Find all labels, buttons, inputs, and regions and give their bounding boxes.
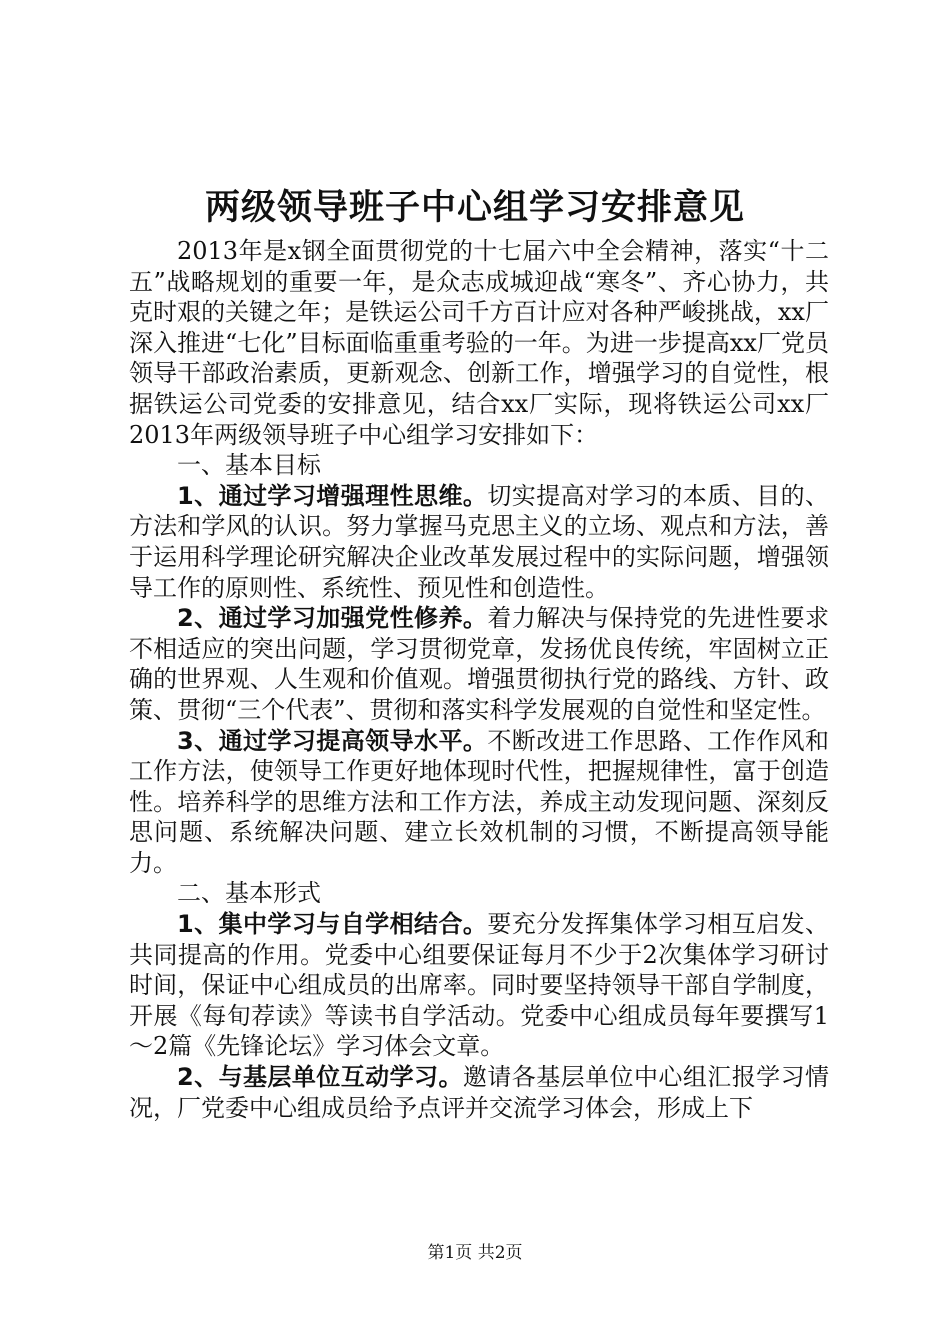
- section-heading-forms: 二、基本形式: [177, 879, 321, 908]
- form-item-1-text: 要充分发挥集体学习相互启发、共同提高的作用。党委中心组要保证每月不少于2次集体学习研讨时间，保证中心组成员的出席率。同时要坚持领导干部自学制度，开展《每旬荐读》等读书自学活动。党委中心组成员每年要撰写1～2篇《先锋论坛》学习体会文章。: [129, 910, 830, 1061]
- goal-item-3-lead: 3、通过学习提高领导水平。: [177, 726, 488, 755]
- form-item-2-text: 邀请各基层单位中心组汇报学习情况，厂党委中心组成员给予点评并交流学习体会，形成上下: [129, 1063, 830, 1122]
- goal-item-2-lead: 2、通过学习加强党性修养。: [177, 604, 488, 633]
- page-number-footer: 第1页 共2页: [427, 1243, 523, 1263]
- section-heading-goals: 一、基本目标: [177, 451, 321, 480]
- document-title: 两级领导班子中心组学习安排意见: [204, 188, 745, 228]
- form-item-1-lead: 1、集中学习与自学相结合。: [177, 910, 488, 939]
- form-item-2-lead: 2、与基层单位互动学习。: [177, 1063, 463, 1092]
- goal-item-1: [129, 481, 829, 603]
- document-body: [129, 236, 829, 1123]
- goal-item-2: [129, 603, 829, 725]
- goal-item-2-text: 着力解决与保持党的先进性要求不相适应的突出问题，学习贯彻党章，发扬优良传统，牢固树立正确的世界观、人生观和价值观。增强贯彻执行党的路线、方针、政策、贯彻“三个代表”、贯彻和落实科学发展观的自觉性和坚定性。: [129, 604, 830, 724]
- goal-item-1-text: 切实提高对学习的本质、目的、方法和学风的认识。努力掌握马克思主义的立场、观点和方法，善于运用科学理论研究解决企业改革发展过程中的实际问题，增强领导工作的原则性、系统性、预见性和创造性。: [129, 481, 830, 602]
- form-item-1: [129, 909, 829, 1062]
- form-item-2: [129, 1062, 829, 1123]
- intro-paragraph: 2013年是x钢全面贯彻党的十七届六中全会精神，落实“十二五”战略规划的重要一年，是众志成城迎战“寒冬”、齐心协力，共克时艰的关键之年；是铁运公司千方百计应对各种严峻挑战，xx厂深入推进“七化”目标面临重重考验的一年。为进一步提高xx厂党员领导干部政治素质，更新观念、创新工作，增强学习的自觉性，根据铁运公司党委的安排意见，结合xx厂实际，现将铁运公司xx厂2013年两级领导班子中心组学习安排如下：: [129, 237, 829, 449]
- goal-item-3: [129, 726, 829, 879]
- goal-item-1-lead: 1、通过学习增强理性思维。: [177, 481, 488, 510]
- goal-item-3-text: 不断改进工作思路、工作作风和工作方法，使领导工作更好地体现时代性，把握规律性，富于创造性。培养科学的思维方法和工作方法，养成主动发现问题、深刻反思问题、系统解决问题、建立长效机制的习惯，不断提高领导能力。: [129, 726, 830, 877]
